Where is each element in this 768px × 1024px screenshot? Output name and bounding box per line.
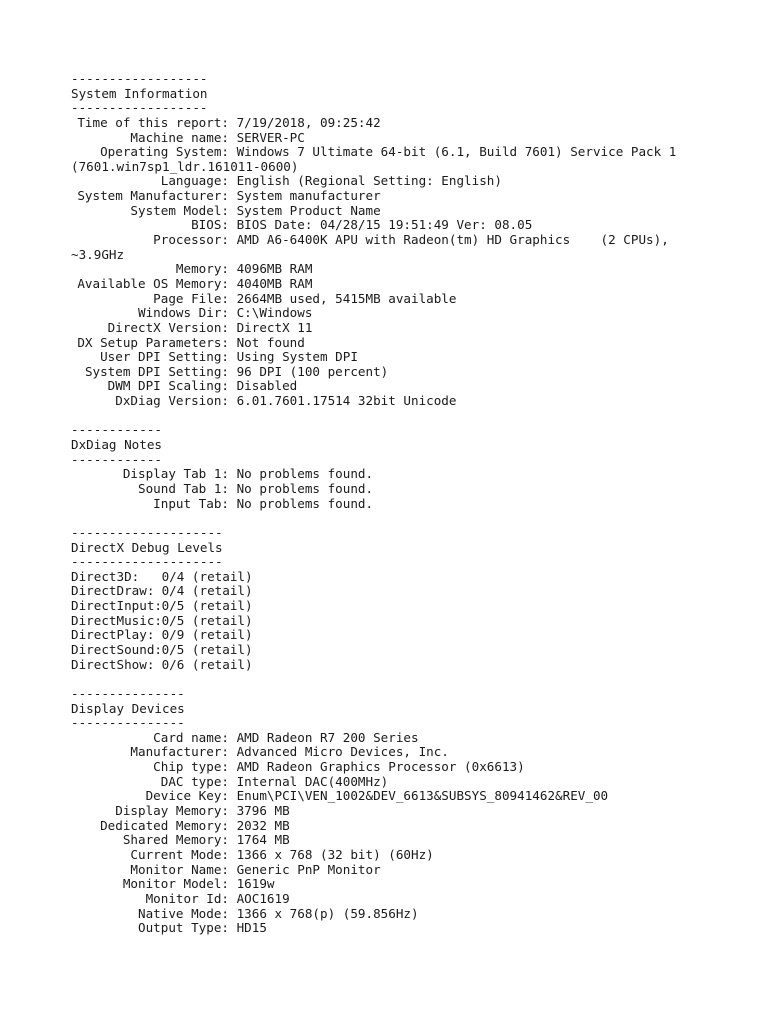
row-value: 7/19/2018, 09:25:42 [236,114,381,130]
row-value: No problems found. [236,466,374,482]
row-label: DAC type: [160,773,229,789]
section-divider: ------------------ [71,100,208,116]
report-row [71,482,761,497]
row-value: Windows 7 Ultimate 64-bit (6.1, Build 7601) Service Pack 1 [236,144,677,160]
row-value: HD15 [236,920,267,936]
section-divider: --------------- [71,715,185,731]
row-label: Page File: [153,290,229,306]
report-row [71,497,761,512]
row-label: DirectSound: [71,641,162,657]
section-divider: --------------- [71,685,185,701]
section-title: DirectX Debug Levels [71,539,223,555]
row-value: 4096MB RAM [236,261,313,277]
row-label: Machine name: [130,129,229,145]
row-value: AMD Radeon Graphics Processor (0x6613) [236,759,525,775]
section-divider: ------------------ [71,71,208,86]
report-row [71,292,761,307]
report-row [71,277,761,292]
report-row [71,863,761,878]
report-row [71,174,761,189]
report-row [71,262,761,277]
report-row [71,877,761,892]
row-value-continuation: ~3.9GHz [71,246,125,262]
row-value: AMD Radeon R7 200 Series [236,729,419,745]
row-label: DirectDraw: [71,583,155,599]
report-row [71,570,761,585]
row-label: User DPI Setting: [100,349,229,365]
report-row [71,892,761,907]
report-row [71,848,761,863]
row-label: DX Setup Parameters: [77,334,229,350]
row-label: Shared Memory: [122,832,229,848]
section-divider: ------------ [71,422,162,438]
row-value: English (Regional Setting: English) [236,173,502,189]
section-title: System Information [71,85,208,101]
row-value: 1619w [236,876,275,892]
row-label: System Model: [130,202,229,218]
row-value: 0/5 (retail) [161,612,253,628]
report-row [71,584,761,599]
row-label: Time of this report: [77,114,229,130]
row-label: Memory: [175,261,229,277]
row-value: 2664MB used, 5415MB available [236,290,457,306]
row-label: Chip type: [153,759,229,775]
row-label: DirectPlay: [71,627,155,643]
row-label: DirectShow: [71,656,155,672]
report-row [71,204,761,219]
row-label: Monitor Id: [145,890,229,906]
row-label: Display Memory: [115,803,229,819]
report-row [71,321,761,336]
report-row [71,921,761,936]
row-value: AMD A6-6400K APU with Radeon(tm) HD Graphics (2 CPUs), [236,232,669,248]
report-row [71,643,761,658]
row-value: C:\Windows [236,305,313,321]
row-value: No problems found. [236,495,374,511]
report-row [71,394,761,409]
row-label: BIOS: [191,217,229,233]
row-value: 1366 x 768 (32 bit) (60Hz) [236,846,434,862]
row-label: System DPI Setting: [84,363,229,379]
row-label: Current Mode: [130,846,229,862]
row-value: 4040MB RAM [236,275,313,291]
section-directx-debug-levels [71,526,761,672]
row-label: Native Mode: [138,905,229,921]
report-row [71,628,761,643]
report-row [71,189,761,204]
row-label: Operating System: [100,144,229,160]
system-information-rows [71,116,761,409]
report-row [71,365,761,380]
row-value: 1366 x 768(p) (59.856Hz) [236,905,419,921]
row-label: DxDiag Version: [115,393,229,409]
row-value: 3796 MB [236,803,290,819]
row-value: No problems found. [236,480,374,496]
report-row [71,819,761,834]
spacer [71,409,761,424]
row-value-continuation: (7601.win7sp1_ldr.161011-0600) [71,158,299,174]
row-value: 1764 MB [236,832,290,848]
row-label: Available OS Memory: [77,275,229,291]
report-row [71,804,761,819]
row-value: Generic PnP Monitor [236,861,381,877]
report-row [71,145,761,160]
directx-debug-levels-rows [71,570,761,672]
report-row [71,599,761,614]
report-row [71,745,761,760]
row-value: 0/4 (retail) [161,568,253,584]
section-title: DxDiag Notes [71,437,162,453]
row-value: 96 DPI (100 percent) [236,363,389,379]
row-value: Enum\PCI\VEN_1002&DEV_6613&SUBSYS_80941462&REV_00 [236,788,609,804]
row-value: Using System DPI [236,349,358,365]
row-label: Windows Dir: [138,305,229,321]
report-row [71,789,761,804]
report-row [71,336,761,351]
report-row [71,233,761,248]
row-value: 0/9 (retail) [161,627,253,643]
report-row [71,306,761,321]
row-label: DWM DPI Scaling: [107,378,229,394]
report-row [71,614,761,629]
row-label: Language: [160,173,229,189]
row-label: Processor: [153,232,229,248]
row-value: Not found [236,334,305,350]
row-value: 0/5 (retail) [161,598,253,614]
row-label: DirectInput: [71,598,162,614]
section-system-information [71,72,761,409]
report-row [71,731,761,746]
row-label: Manufacturer: [130,744,229,760]
row-label: DirectX Version: [107,319,229,335]
report-row [71,379,761,394]
row-value: Internal DAC(400MHz) [236,773,389,789]
row-label: Output Type: [138,920,229,936]
row-value: 0/4 (retail) [161,583,253,599]
report-row [71,218,761,233]
row-value: 0/6 (retail) [161,656,253,672]
spacer [71,672,761,687]
row-label: Device Key: [145,788,229,804]
row-label: Card name: [153,729,229,745]
row-label: DirectMusic: [71,612,162,628]
report-row [71,907,761,922]
report-row [71,467,761,482]
report-row [71,350,761,365]
row-value: Advanced Micro Devices, Inc. [236,744,449,760]
row-value: 0/5 (retail) [161,641,253,657]
report-row [71,658,761,673]
report-row [71,131,761,146]
report-row [71,116,761,131]
section-divider: ------------ [71,451,162,467]
row-value: 6.01.7601.17514 32bit Unicode [236,393,457,409]
row-value: Disabled [236,378,298,394]
spacer [71,511,761,526]
dxdiag-notes-rows [71,467,761,511]
row-value: System manufacturer [236,188,381,204]
row-label: System Manufacturer: [77,188,229,204]
row-value: DirectX 11 [236,319,313,335]
section-divider: -------------------- [71,554,223,570]
section-display-devices [71,687,761,936]
row-label: Dedicated Memory: [100,817,229,833]
row-value: 2032 MB [236,817,290,833]
report-row [71,833,761,848]
report-row [71,760,761,775]
section-dxdiag-notes [71,423,761,511]
row-label: Input Tab: [153,495,229,511]
row-label: Sound Tab 1: [138,480,229,496]
row-label: Display Tab 1: [122,466,229,482]
dxdiag-report [71,72,761,936]
report-row [71,775,761,790]
row-label: Monitor Name: [130,861,229,877]
display-devices-rows [71,731,761,936]
row-value: SERVER-PC [236,129,305,145]
row-value: BIOS Date: 04/28/15 19:51:49 Ver: 08.05 [236,217,533,233]
row-value: System Product Name [236,202,381,218]
section-divider: -------------------- [71,524,223,540]
row-label: Monitor Model: [122,876,229,892]
row-label: Direct3D: [71,568,140,584]
section-title: Display Devices [71,700,185,716]
row-value: AOC1619 [236,890,290,906]
